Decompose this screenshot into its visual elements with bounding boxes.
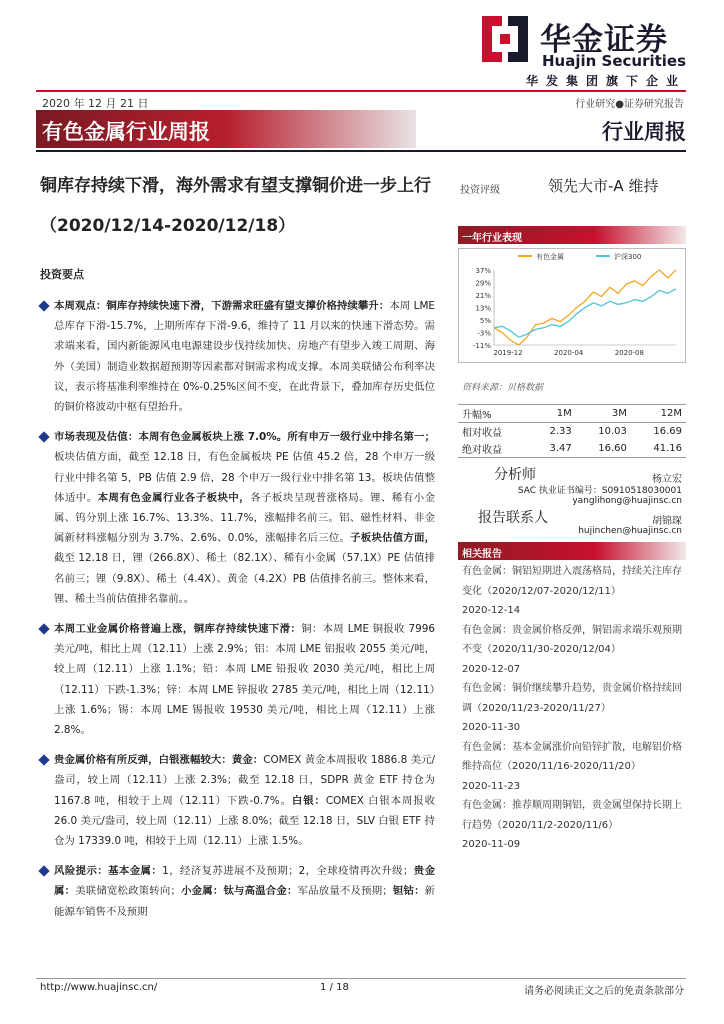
- key-point-paragraph: [40, 750, 435, 851]
- title-banner: [36, 110, 686, 148]
- analyst-sac-number: SAC 执业证书编号：S0910518030001: [517, 486, 682, 496]
- key-point-lead: 市场表现及估值：本周有色金属板块上涨 7.0%。所有申万一级行业中排名第一；: [54, 431, 435, 444]
- key-point-text: 截至 12.18 日，锂（266.8X）、稀土（82.1X）、稀有小金属（57.1X）PE 估值排名前三；锂（9.8X）、稀土（4.4X）、黄金（4.2X）PB 估值排名前三。整体来看，锂、稀土当前估值排名靠前。。: [54, 552, 435, 605]
- y-tick-label: 5%: [479, 317, 491, 325]
- y-tick-label: 21%: [475, 292, 491, 300]
- table-cell: 16.69: [653, 426, 682, 437]
- analyst-label: 分析师: [494, 467, 536, 483]
- company-logo: [478, 12, 708, 70]
- bullet-diamond-icon: [38, 623, 49, 634]
- bullet-diamond-icon: [38, 432, 49, 443]
- table-header-cell: 3M: [576, 405, 631, 423]
- key-point-lead: 贵金属价格有所反弹，白银涨幅较大：黄金：: [54, 754, 264, 767]
- slogan: 华发集团旗下企业: [525, 74, 686, 88]
- bullet-diamond-icon: [38, 300, 49, 311]
- table-cell: 10.03: [598, 426, 627, 437]
- related-report-date: 2020-11-30: [462, 722, 521, 733]
- table-header-cell: 12M: [631, 405, 686, 423]
- key-point-paragraph: [40, 619, 435, 740]
- key-point-lead: 钽钴：: [392, 885, 425, 898]
- key-point-paragraph: [40, 296, 435, 417]
- key-point-lead: 风险提示：基本金属：: [54, 865, 163, 878]
- chart-source: 资料来源：贝格数据: [462, 383, 544, 393]
- table-cell: 绝对收益: [458, 440, 530, 458]
- key-point-text: 军品放量不及预期；: [297, 885, 393, 898]
- logo-chinese: 华金证券: [540, 22, 668, 58]
- related-reports-title: 相关报告: [458, 542, 686, 560]
- table-cell: 3.47: [530, 440, 576, 458]
- banner-title: 有色金属行业周报: [42, 120, 210, 144]
- banner-divider: [36, 150, 686, 152]
- page-number: 1 / 18: [320, 982, 349, 993]
- related-report-item[interactable]: 有色金属：推荐顺周期铜铝，贵金属望保持长期上行趋势（2020/11/2-2020/11/6）: [462, 800, 682, 831]
- contact-label: 报告联系人: [478, 510, 548, 526]
- key-points-title: 投资要点: [40, 268, 84, 281]
- table-cell: 2.33: [549, 426, 572, 437]
- related-report-date: 2020-11-23: [462, 780, 521, 792]
- bullet-diamond-icon: [38, 755, 49, 766]
- related-report-item[interactable]: 有色金属：铜价继续攀升趋势，贵金属价格持续回调（2020/11/23-2020/11/27）: [462, 683, 682, 714]
- table-header-row: [458, 405, 686, 423]
- table-row: [458, 440, 686, 458]
- y-tick-label: 37%: [475, 267, 491, 275]
- report-headline: 铜库存持续下滑，海外需求有望支撑铜价进一步上行（2020/12/14-2020/12/18）: [40, 176, 431, 236]
- related-reports-list: [462, 562, 688, 855]
- analyst-name: 杨立宏: [652, 474, 682, 485]
- key-point-lead: 本周观点：铜库存持续快速下滑，下游需求旺盛有望支撑价格持续攀升：: [54, 300, 390, 312]
- rating-label: 投资评级: [460, 185, 500, 196]
- key-point-lead: 子板块估值方面，: [350, 532, 436, 545]
- chart-frame: [459, 249, 686, 363]
- related-report-date: 2020-11-09: [462, 839, 521, 850]
- footer-divider: [36, 978, 686, 979]
- x-tick-label: 2019-12: [493, 349, 523, 357]
- key-point-paragraph: [40, 861, 435, 922]
- key-point-text: 本周 LME 总库存下滑-15.7%，上期所库存下滑-9.6，维持了 11 月以来的快速下滑态势。需求端来看，国内新能源风电电源建设步伐持续加快、房地产有望步入竣工周期、海外（美国）制造业数据超预期等因素都对铜需求构成支撑。本周美联储公布利率决议，表示将基准利率维持在 0%-0.25%区间不变，在此背景下，叠加库存历史低位的铜价格波动中枢有望抬升。: [54, 300, 435, 414]
- huajin-logo-icon: [478, 12, 532, 66]
- table-cell: 相对收益: [462, 428, 502, 439]
- rating-value: 领先大市-A 维持: [548, 177, 659, 195]
- x-tick-label: 2020-04: [554, 349, 584, 357]
- analyst-email[interactable]: yanglihong@huajinsc.cn: [572, 496, 682, 506]
- related-report-item[interactable]: 有色金属：基本金属涨价向铅锌扩散，电解铝价格维持高位（2020/11/16-2020/11/20）: [462, 741, 682, 772]
- related-report-item[interactable]: 有色金属：贵金属价格反弹，铜铝需求端乐观预期不变（2020/11/30-2020/12/04）: [462, 624, 682, 655]
- table-header-cell: 升幅%: [458, 405, 530, 423]
- related-report-date: 2020-12-14: [462, 605, 521, 616]
- report-date: 2020 年 12 月 21 日: [42, 97, 149, 110]
- report-category: 行业研究●证券研究报告: [575, 99, 684, 110]
- key-point-text: 1，经济复苏进展不及预期；2，全球疫情再次升级；: [162, 865, 414, 878]
- legend-label: 有色金属: [536, 253, 564, 261]
- y-tick-label: -11%: [472, 342, 491, 350]
- key-point-text: 新能源车销售不及预期: [54, 885, 436, 918]
- related-report-item[interactable]: 有色金属：铜铝短期进入震荡格局，持续关注库存变化（2020/12/07-2020/12/11）: [462, 566, 682, 597]
- report-type: 行业周报: [602, 120, 686, 144]
- logo-english: Huajin Securities: [542, 52, 687, 70]
- contact-name: 胡锦琛: [652, 516, 682, 527]
- key-point-text: 铜：本周 LME 铜报收 7996 美元/吨，相比上周（12.11）上涨 2.9%；铝：本周 LME 铝报收 2055 美元/吨，较上周（12.11）上涨 1.1%；铅：本周 LME 铅报收 2030 美元/吨，相比上周（12.11）下跌-1.3%；锌：本周 LME 锌报收 2785 美元/吨，相比上周（12.11）上涨 1.6%；锡：本周 LME 锡报收 19530 美元/吨，相比上周（12.11）上涨 2.8%。: [54, 623, 436, 737]
- table-cell: 16.60: [576, 440, 631, 458]
- performance-table: [458, 404, 686, 458]
- key-point-text: 美联储宽松政策转向；: [75, 885, 181, 898]
- footer-disclaimer: 请务必阅读正文之后的免责条款部分: [524, 986, 684, 997]
- industry-performance-chart: [458, 248, 686, 363]
- key-point-text: COMEX 白银本周报收 26.0 美元/盎司，较上周（12.11）上涨 8.0%；截至 12.18 日，SLV 白银 ETF 持仓为 17339.0 吨，相较于上周（12.11）上涨 1.5%。: [54, 794, 436, 848]
- y-tick-label: -3%: [477, 329, 491, 338]
- table-row: [458, 423, 686, 441]
- key-point-lead: 贵金属：: [54, 865, 435, 898]
- y-tick-label: 29%: [475, 279, 491, 288]
- key-point-text: COMEX 黄金本周报收 1886.8 美元/盎司，较上周（12.11）上涨 2.3%；截至 12.18 日，SDPR 黄金 ETF 持仓为 1167.8 吨，相较于上周（12.11）下跌-0.7%。: [54, 754, 435, 807]
- key-point-lead: 本周工业金属价格普遍上涨，铜库存持续快速下滑：: [54, 623, 302, 636]
- x-tick-label: 2020-08: [614, 349, 644, 357]
- y-tick-label: 13%: [475, 304, 491, 313]
- key-point-lead: 小金属：钛与高温合金：: [180, 885, 298, 898]
- key-point-text: 各子板块呈现普涨格局。锂、稀有小金属、钨分别上涨 16.7%、13.3%、11.7%，涨幅排名前三。铝、磁性材料、非金属新材料涨幅分别为 3.7%、2.6%、0.0%，涨幅排名后三位。: [54, 491, 436, 545]
- table-cell: 41.16: [631, 440, 686, 458]
- footer-url[interactable]: http://www.huajinsc.cn/: [40, 982, 158, 993]
- key-point-lead: 白银：: [291, 794, 326, 807]
- bullet-diamond-icon: [38, 866, 49, 877]
- key-point-lead: 本周有色金属行业各子板块中，: [97, 491, 251, 504]
- performance-section-title: 一年行业表现: [458, 226, 686, 244]
- key-points-body: [40, 296, 435, 932]
- header-divider: [36, 90, 686, 92]
- table-header-cell: 1M: [530, 405, 576, 423]
- legend-label: 沪深300: [614, 253, 642, 261]
- contact-email[interactable]: hujinchen@huajinsc.cn: [578, 526, 682, 536]
- banner-gradient: [36, 110, 416, 148]
- related-report-date: 2020-12-07: [462, 663, 521, 675]
- key-point-paragraph: [40, 427, 435, 609]
- key-point-text: 板块估值方面，截至 12.18 日，有色金属板块 PE 估值 45.2 倍，28 个申万一级行业中排名第 5，PB 估值 2.9 倍，28 个申万一级行业中排名第 13。板块估值整体适中。: [54, 451, 435, 504]
